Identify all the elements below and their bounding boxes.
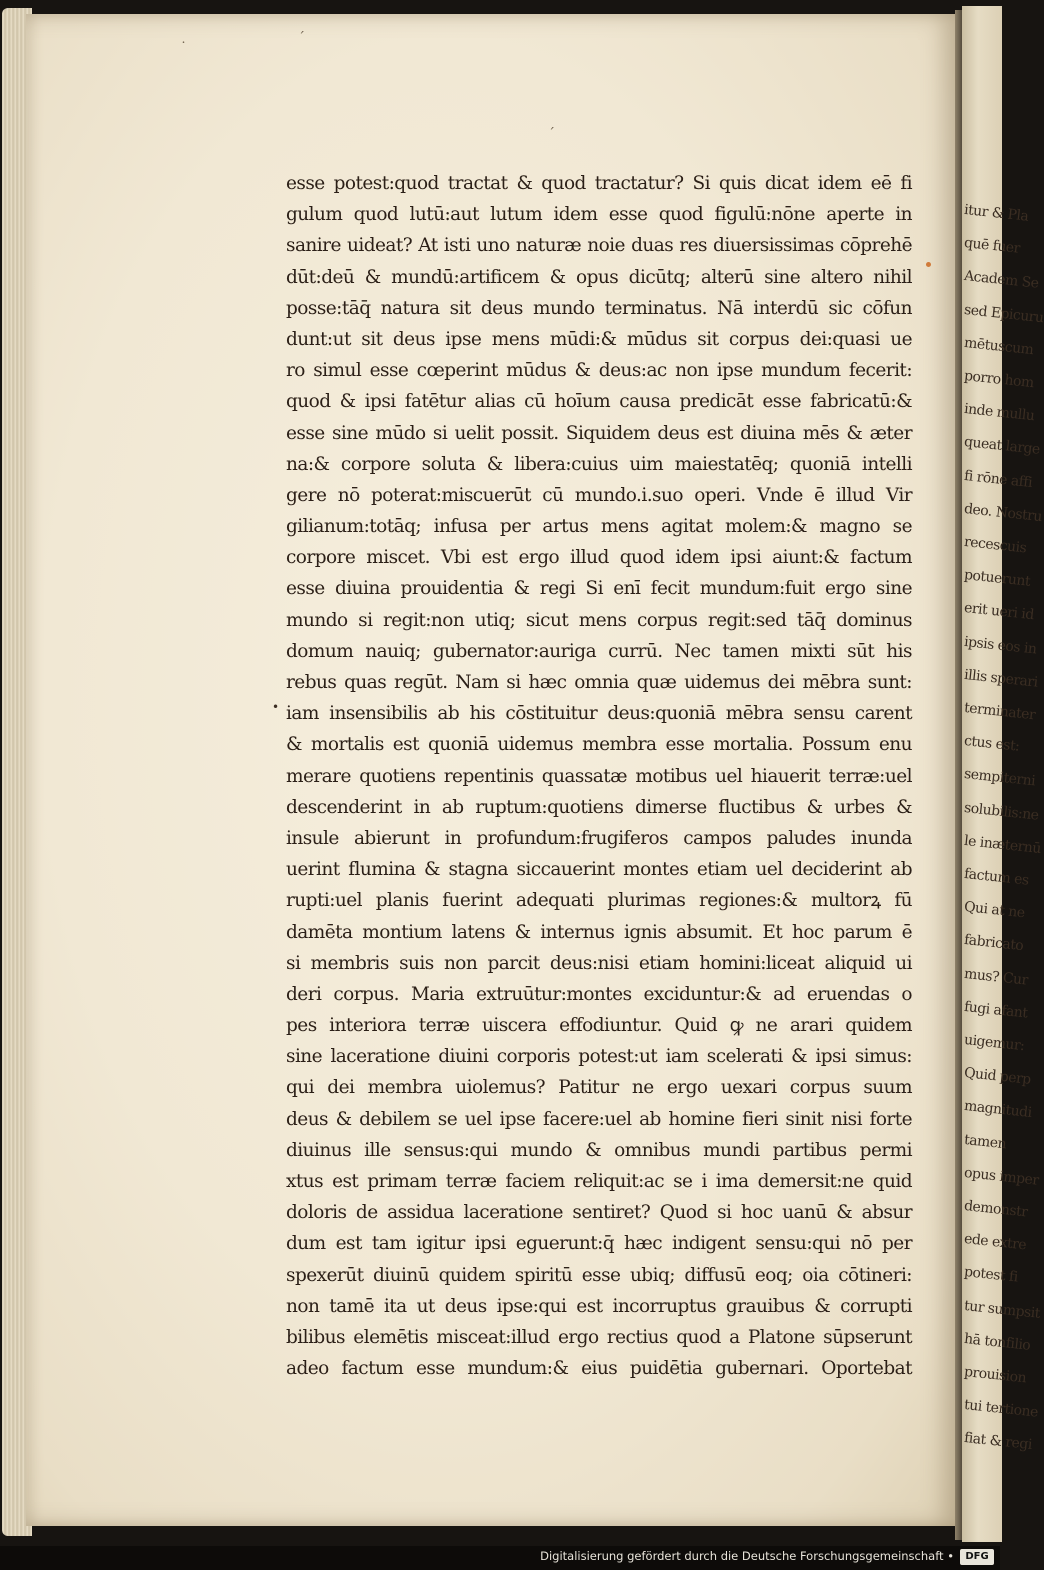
facing-page-fragment: Qui at ne xyxy=(963,899,1026,922)
facing-page-fragment: itur & Pla xyxy=(963,202,1030,225)
text-line: qui dei membra uiolemus? Patitur ne ergo uexari corpus suum xyxy=(286,1077,912,1099)
text-line: insule abierunt in profundum:frugiferos campos paludes inunda xyxy=(286,827,912,849)
text-line: posse:tāq̄ natura sit deus mundo terminatus. Nā interdū sic cōfun xyxy=(286,297,912,319)
text-line: deri corpus. Maria extruūtur:montes exciduntur:& ad eruendas o xyxy=(286,983,912,1005)
text-line: corpore miscet. Vbi est ergo illud quod idem ipsi aiunt:& factum xyxy=(286,547,912,569)
facing-page-fragment: fiat & regi xyxy=(963,1430,1033,1454)
facing-page-fragment: mus? Cur xyxy=(963,965,1029,989)
text-line: diuinus ille sensus:qui mundo & omnibus mundi partibus permi xyxy=(286,1139,912,1161)
facing-page-fragment: le inæternū xyxy=(963,832,1042,857)
text-line: sine laceratione diuini corporis potest:ut iam scelerati & ipsi simus: xyxy=(286,1046,912,1068)
facing-page-fragment: Quid perp xyxy=(963,1065,1032,1089)
text-line: mundo si regit:non utiq; sicut mens corpus regit:sed tāq̄ dominus xyxy=(286,609,912,631)
facing-page-fragment: fabricato xyxy=(963,932,1025,955)
text-line: uerint flumina & stagna siccauerint montes etiam uel deciderint ab xyxy=(286,859,912,881)
margin-mark: ˊ xyxy=(548,126,555,142)
text-line: rebus quas regūt. Nam si hæc omnia quæ uidemus dei mēbra sunt: xyxy=(286,672,912,693)
facing-page-fragment: magnitudi xyxy=(963,1098,1033,1122)
facing-page-fragment: mētuscum xyxy=(963,334,1035,358)
text-line: bilibus elemētis misceat:illud ergo rectius quod a Platone sūpserunt xyxy=(286,1326,912,1348)
text-line: damēta montium latens & internus ignis absumit. Et hoc parum ē xyxy=(286,921,912,943)
text-line: quod & ipsi fatētur alias cū hoīum causa predicāt esse fabricatū:& xyxy=(286,391,912,413)
text-line: non tamē ita ut deus ipse:qui est incorruptus grauibus & corrupti xyxy=(286,1295,912,1317)
text-line: esse sine mūdo si uelit possit. Siquidem deus est diuina mēs & æter xyxy=(286,422,912,444)
facing-page-fragment: queat large xyxy=(963,434,1041,459)
text-line: doloris de assidua laceratione sentiret? Quod si hoc uanū & absur xyxy=(286,1202,912,1224)
facing-page-fragment: prouision xyxy=(963,1364,1027,1387)
facing-page-fragment: inde mullu xyxy=(963,401,1036,425)
text-line: domum nauiq; gubernator:auriga currū. Nec tamen mixti sūt his xyxy=(286,640,912,662)
facing-page-fragment: terminater xyxy=(963,700,1036,724)
text-line: rupti:uel planis fuerint adequati plurimas regiones:& multorꝝ fū xyxy=(286,890,912,912)
margin-mark: • xyxy=(272,700,280,714)
text-line: xtus est primam terræ faciem reliquit:ac se i ima demersit:ne quid xyxy=(286,1171,912,1192)
text-line: si membris suis non parcit deus:nisi etiam homini:liceat aliquid ui xyxy=(286,952,912,974)
facing-page-fragment: Academ Se xyxy=(963,268,1040,293)
text-line: adeo factum esse mundum:& eius puidētia gubernari. Oportebat xyxy=(286,1358,912,1380)
text-line: esse diuina prouidentia & regi Si enī fecit mundum:fuit ergo sine xyxy=(286,578,912,600)
facing-page-fragment: demonstr xyxy=(963,1198,1029,1221)
facing-page-fragment: tur sumpsit xyxy=(963,1297,1041,1322)
text-line: dūt:deū & mundū:artificem & opus dicūtq; alterū sine altero nihil xyxy=(286,266,912,288)
facing-page-fragment: factum es xyxy=(963,866,1030,889)
facing-page-fragment: potest fi xyxy=(963,1264,1019,1286)
text-line: ro simul esse cœperint mūdus & deus:ac non ipse mundum fecerit: xyxy=(286,360,912,382)
facing-page-fragment: fi rōne affi xyxy=(963,467,1033,491)
dfg-logo: DFG xyxy=(960,1549,994,1565)
facing-page-fragment: quē fuer xyxy=(963,235,1021,257)
facing-page-fragment: ipsis eos in xyxy=(963,633,1038,658)
text-line: sanire uideat? At isti uno naturæ noie duas res diuersissimas cōprehē xyxy=(286,235,912,257)
text-line: descenderint in ab ruptum:quotiens dimerse fluctibus & urbes & xyxy=(286,796,912,818)
text-line: dum est tam igitur ipsi eguerunt:q̄ hæc indigent sensu:qui nō per xyxy=(286,1233,912,1255)
facing-page-fragment: erit ueri id xyxy=(963,600,1035,624)
text-line: deus & debilem se uel ipse facere:uel ab homine fieri sinit nisi forte xyxy=(286,1108,912,1130)
text-line: & mortalis est quoniā uidemus membra esse mortalia. Possum enu xyxy=(286,734,912,756)
facing-page-fragment: illis sperari xyxy=(963,666,1039,691)
facing-page-fragment: recescuis xyxy=(963,534,1027,557)
facing-page-fragment: hā tonfilio xyxy=(963,1330,1032,1354)
facing-page-fragment: sempiterni xyxy=(963,766,1036,790)
text-line: esse potest:quod tractat & quod tractatur? Si quis dicat idem eē fi xyxy=(286,173,912,194)
text-line: pes interiora terræ uiscera effodiuntur. Quid ꝙ ne arari quidem xyxy=(286,1015,912,1037)
facing-page-fragment: ede extre xyxy=(963,1231,1027,1254)
facing-page-edge xyxy=(962,6,1044,1542)
facing-page-fragment: sed Epicuru xyxy=(963,301,1044,326)
digitization-credit: Digitalisierung gefördert durch die Deutsche Forschungsgemeinschaft • xyxy=(540,1549,954,1563)
facing-page-fragment: ctus est: xyxy=(963,733,1021,755)
margin-mark: ˙ xyxy=(180,40,187,56)
facing-page-fragment: tamen xyxy=(963,1131,1007,1152)
margin-mark: ˊ xyxy=(298,30,305,46)
text-line: merare quotiens repentinis quassatæ motibus uel hiauerit terræ:uel xyxy=(286,765,912,787)
main-text-block xyxy=(286,168,912,1384)
facing-page-fragment: deo. Nostru xyxy=(963,500,1043,525)
facing-page-fragment: porro hom xyxy=(963,368,1035,392)
text-line: gilianum:totāq; infusa per artus mens agitat molem:& magno se xyxy=(286,516,912,538)
footer-bar xyxy=(0,1546,1000,1570)
text-line: iam insensibilis ab his cōstituitur deus:quoniā mēbra sensu carent xyxy=(286,703,912,725)
text-line: gere nō poterat:miscuerūt cū mundo.i.suo operi. Vnde ē illud Vir xyxy=(286,484,912,506)
text-line: spexerūt diuinū quidem spiritū esse ubiq; diffusū eoq; oia cōtineri: xyxy=(286,1264,912,1286)
facing-page-fragment: tui tertione xyxy=(963,1397,1039,1421)
facing-page-fragment: uigemur: xyxy=(963,1032,1026,1055)
text-line: na:& corpore soluta & libera:cuius uim maiestatēq; quoniā intelli xyxy=(286,453,912,475)
facing-page-fragment: potuerunt xyxy=(963,567,1031,591)
text-line: gulum quod lutū:aut lutum idem esse quod figulū:nōne aperte in xyxy=(286,204,912,226)
facing-page-fragment: solubilis:ne xyxy=(963,799,1040,824)
facing-page-fragment: fugi afant xyxy=(963,998,1029,1022)
ink-stain xyxy=(926,262,931,267)
facing-page-fragment: opus imper xyxy=(963,1164,1040,1189)
text-line: dunt:ut sit deus ipse mens mūdi:& mūdus sit corpus dei:quasi ue xyxy=(286,328,912,350)
